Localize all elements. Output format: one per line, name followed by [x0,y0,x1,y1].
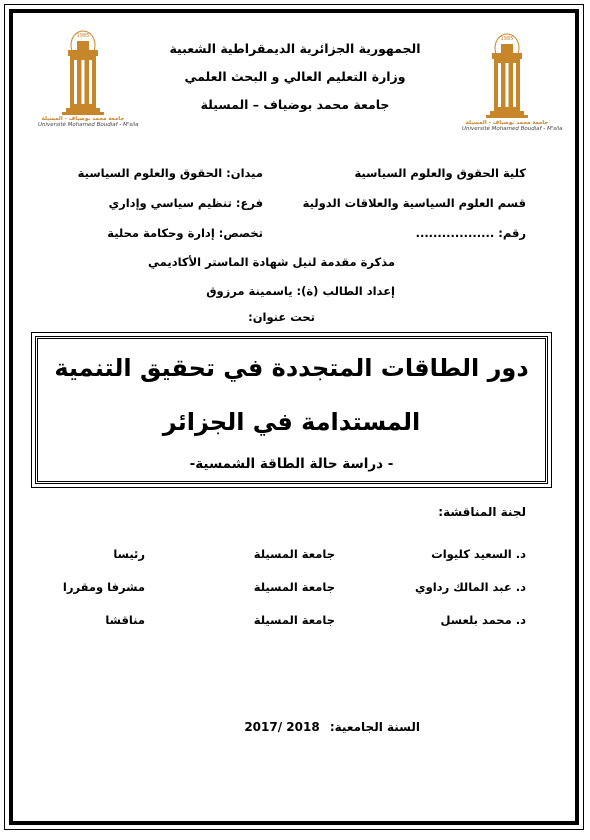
committee-member-2-name: د. عبد المالك رداوي [415,580,526,594]
under-title-label: تحت عنوان: [248,310,315,324]
department-label: قسم العلوم السياسية والعلاقات الدولية [302,196,526,210]
committee-member-3-role: مناقشا [105,613,145,627]
domain-label: ميدان: الحقوق والعلوم السياسية [77,166,263,180]
academic-year [170,720,420,734]
number-label: رقم: .................. [415,226,526,240]
right-logo-caption-fr: Université Mohamed Boudiaf - M'sila [462,126,563,132]
branch-label: فرع: تنظيم سياسي وإداري [108,196,263,210]
committee-member-1-institution: جامعة المسيلة [253,547,335,561]
academic-year-label: السنة الجامعية: [329,720,420,734]
header-ministry: وزارة التعليم العالي و البحث العلمي [184,69,406,84]
right-logo-caption [462,120,563,132]
committee-member-2-role: مشرفا ومقررا [62,580,145,594]
student-name: إعداد الطالب (ة): ياسمينة مرزوق [206,284,395,298]
thesis-purpose: مذكرة مقدمة لنيل شهادة الماستر الأكاديمي [148,255,395,269]
committee-member-1-name: د. السعيد كليوات [431,547,526,561]
left-logo-caption-ar: جامعة محمد بوضياف - المسيلة [41,116,125,122]
right-logo-caption-ar: جامعة محمد بوضياف - المسيلة [465,120,549,126]
specialty-label: تخصص: إدارة وحكامة محلية [107,226,263,240]
committee-member-2-institution: جامعة المسيلة [253,580,335,594]
committee-heading: لجنة المناقشة: [438,505,526,519]
title-line-2: المستدامة في الجزائر [162,408,421,436]
faculty-label: كلية الحقوق والعلوم السياسية [354,166,526,180]
committee-member-1-role: رئيسا [113,547,145,561]
title-subtitle: - دراسة حالة الطاقة الشمسية- [189,456,394,472]
thesis-title-box [35,336,548,484]
header-university: جامعة محمد بوضياف – المسيلة [200,97,390,112]
title-line-1: دور الطاقات المتجددة في تحقيق التنمية [54,354,529,382]
header-republic: الجمهورية الجزائرية الديمقراطية الشعبية [169,41,421,56]
left-logo-caption [38,116,139,128]
committee-member-3-institution: جامعة المسيلة [253,613,335,627]
logo-year-label: 1985 [76,33,90,39]
left-logo-caption-fr: Université Mohamed Boudiaf - M'sila [38,122,139,128]
committee-member-3-name: د. محمد بلعسل [440,613,526,627]
academic-year-value: 2017/ 2018 [244,720,320,734]
logo-year-label: 1985 [500,36,514,42]
